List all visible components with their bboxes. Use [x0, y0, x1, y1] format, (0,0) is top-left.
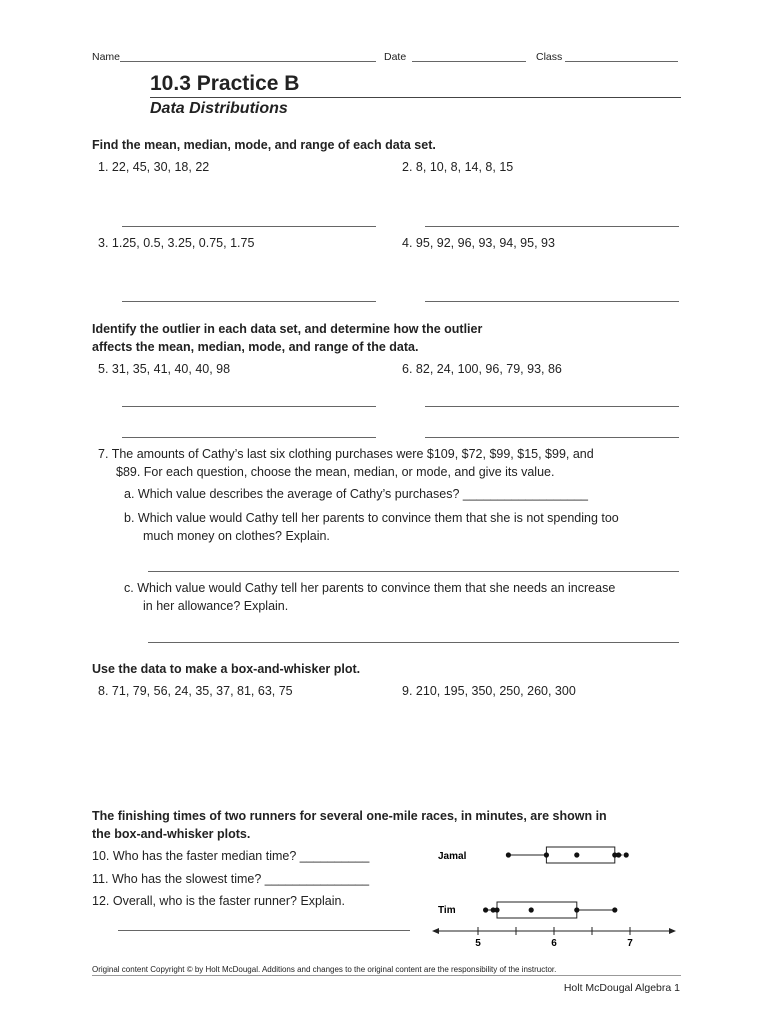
book-title: Holt McDougal Algebra 1 — [563, 982, 680, 994]
answer-line-3[interactable] — [122, 301, 376, 302]
answer-line-5b[interactable] — [122, 437, 376, 438]
jamal-box-plot — [506, 847, 629, 863]
jamal-q1-point — [544, 852, 549, 857]
problem-7a: a. Which value describes the average of Cathy’s purchases? __________________ — [124, 487, 589, 501]
tim-data-point — [483, 907, 488, 912]
box-plot-figure — [430, 838, 680, 953]
jamal-data-point — [624, 852, 629, 857]
number-line — [432, 927, 676, 949]
answer-line-2[interactable] — [425, 226, 679, 227]
problem-9: 9. 210, 195, 350, 250, 260, 300 — [402, 684, 576, 698]
problem-7-line2: $89. For each question, choose the mean, median, or mode, and give its value. — [116, 465, 555, 479]
problem-6: 6. 82, 24, 100, 96, 79, 93, 86 — [402, 362, 562, 376]
tim-box-plot — [483, 902, 617, 918]
problem-10: 10. Who has the faster median time? __________ — [92, 849, 370, 863]
name-label: Name — [92, 51, 121, 63]
tim-box — [497, 902, 577, 918]
class-label: Class — [536, 51, 563, 63]
tim-data-point — [491, 907, 496, 912]
jamal-data-point — [616, 852, 621, 857]
tim-median-point — [529, 907, 534, 912]
tim-data-point — [612, 907, 617, 912]
problem-2: 2. 8, 10, 8, 14, 8, 15 — [402, 160, 514, 174]
answer-line-6a[interactable] — [425, 406, 679, 407]
axis-left-arrow — [432, 928, 439, 934]
jamal-median-point — [574, 852, 579, 857]
copyright-notice: Original content Copyright © by Holt McDougal. Additions and changes to the original content are the responsibility of the instructor. — [92, 965, 557, 974]
jamal-data-point — [506, 852, 511, 857]
problem-7b-line1: b. Which value would Cathy tell her parents to convince them that she is not spending too — [124, 511, 619, 525]
tim-q3-point — [574, 907, 579, 912]
problem-1: 1. 22, 45, 30, 18, 22 — [98, 160, 210, 174]
answer-line-12[interactable] — [118, 930, 410, 931]
section4-instructions-line1: The finishing times of two runners for several one-mile races, in minutes, are shown in — [92, 809, 607, 823]
problem-7b-line2: much money on clothes? Explain. — [143, 529, 330, 543]
problem-7c-line1: c. Which value would Cathy tell her parents to convince them that she needs an increase — [124, 581, 616, 595]
answer-line-5a[interactable] — [122, 406, 376, 407]
class-line[interactable] — [565, 61, 678, 62]
answer-line-1[interactable] — [122, 226, 376, 227]
name-line[interactable] — [120, 61, 376, 62]
axis-tick-label: 7 — [627, 938, 633, 949]
lesson-subtitle: Data Distributions — [150, 100, 288, 117]
problem-8: 8. 71, 79, 56, 24, 35, 37, 81, 63, 75 — [98, 684, 293, 698]
section2-instructions-line2: affects the mean, median, mode, and range of the data. — [92, 340, 419, 354]
problem-11: 11. Who has the slowest time? _______________ — [92, 872, 370, 886]
answer-line-7b[interactable] — [148, 571, 679, 572]
axis-tick-label: 6 — [551, 938, 557, 949]
tim-label: Tim — [438, 905, 456, 916]
jamal-label: Jamal — [438, 851, 467, 862]
problem-12: 12. Overall, who is the faster runner? Explain. — [92, 894, 345, 908]
problem-3: 3. 1.25, 0.5, 3.25, 0.75, 1.75 — [98, 236, 255, 250]
problem-7-line1: 7. The amounts of Cathy’s last six clothing purchases were $109, $72, $99, $15, $99, and — [98, 447, 594, 461]
problem-4: 4. 95, 92, 96, 93, 94, 95, 93 — [402, 236, 555, 250]
date-label: Date — [384, 51, 407, 63]
problem-7c-line2: in her allowance? Explain. — [143, 599, 289, 613]
section1-instructions: Find the mean, median, mode, and range of each data set. — [92, 138, 436, 152]
section2-instructions-line1: Identify the outlier in each data set, and determine how the outlier — [92, 322, 483, 336]
problem-5: 5. 31, 35, 41, 40, 40, 98 — [98, 362, 231, 376]
answer-line-4[interactable] — [425, 301, 679, 302]
date-line[interactable] — [412, 61, 526, 62]
title-divider — [150, 97, 681, 98]
lesson-title: 10.3 Practice B — [150, 72, 300, 95]
section3-instructions: Use the data to make a box-and-whisker plot. — [92, 662, 361, 676]
axis-tick-label: 5 — [475, 938, 481, 949]
jamal-box — [546, 847, 614, 863]
section4-instructions-line2: the box-and-whisker plots. — [92, 827, 251, 841]
answer-line-6b[interactable] — [425, 437, 679, 438]
axis-right-arrow — [669, 928, 676, 934]
answer-line-7c[interactable] — [148, 642, 679, 643]
footer-divider — [92, 967, 681, 976]
